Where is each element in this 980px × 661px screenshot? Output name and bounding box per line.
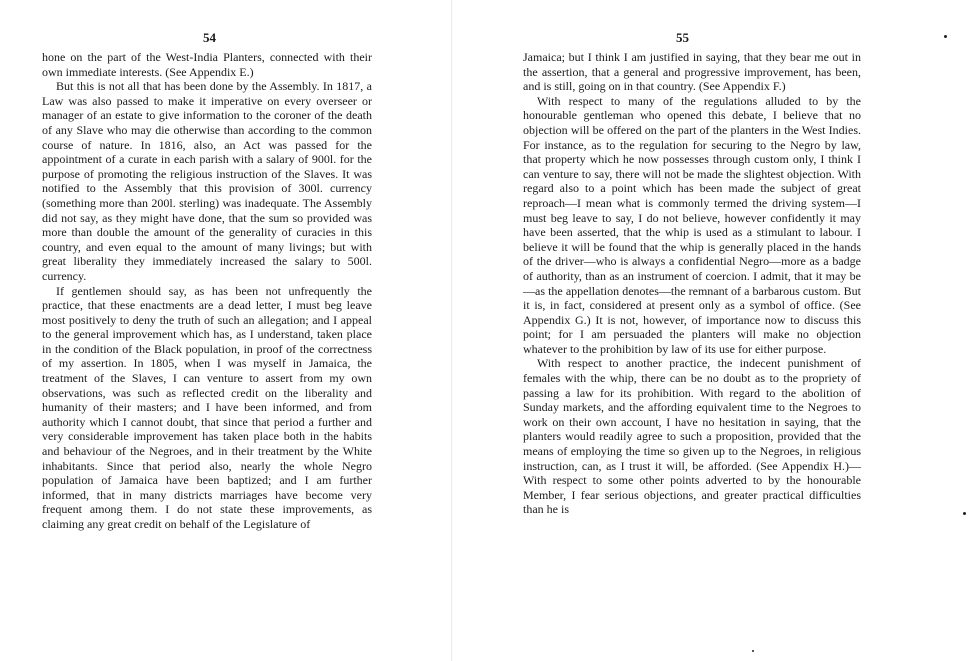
right-paragraph-1: Jamaica; but I think I am justified in saying, that they bear me out in the assertion, that a general and progressive improvement, has been, and is still, going on in that country. (See Appendix F.) [523,50,861,94]
right-page-text [523,50,861,517]
scan-speck [752,650,754,652]
book-gutter [451,0,453,661]
right-paragraph-3: With respect to another practice, the indecent punishment of females with the whip, there can be no doubt as to the propriety of passing a law for its prohibition. With regard to the abolition of Sunday markets, and the affording equivalent time to the Negroes to work on their own account, I have no hesitation in saying, that the planters would readily agree to such a proposition, provided that the means of employing the time so given up to the Negroes, in religious instruction, can, as I trust it will, be afforded. (See Appendix H.)—With respect to some other points adverted to by the honourable Member, I fear serious objections, and greater practical difficulties than he is [523,356,861,517]
right-page-number: 55 [676,30,689,45]
left-paragraph-3: If gentlemen should say, as has been not unfrequently the practice, that these enactments are a dead letter, I must beg leave most positively to deny the truth of such an allegation; and I appeal to the general improvement which has, as I understand, taken place in the condition of the Black population, in proof of the correctness of my assertion. In 1805, when I was myself in Jamaica, the treatment of the Slaves, I can venture to assert from my own observations, was such as reflected credit on the liberality and humanity of their masters; and I have been informed, and from authority which I cannot doubt, that since that period a further and very considerable improvement has taken place both in the habits and behaviour of the Negroes, and in their treatment by the White inhabitants. Since that period also, nearly the whole Negro population of Jamaica have been baptized; and I am further informed, that in many districts marriages have become very frequent among them. I do not state these improvements, as claiming any great credit on behalf of the Legislature of [42,283,372,531]
left-paragraph-1: hone on the part of the West-India Planters, connected with their own immediate interests. (See Appendix E.) [42,50,372,79]
left-paragraph-2: But this is not all that has been done by the Assembly. In 1817, a Law was also passed to make it imperative on every overseer or manager of an estate to give information to the coroner of the death of any Slave who may die otherwise than according to the common course of nature. In 1816, also, an Act was passed for the appointment of a curate in each parish with a salary of 900l. for the purpose of promoting the religious instruction of the Slaves. It was notified to the Assembly that this provision of 300l. currency (something more than 200l. sterling) was inadequate. The Assembly did not say, as they might have done, that the sum so provided was more than double the amount of the generality of curacies in this country, and even equal to the amount of many livings; but with great liberality they immediately increased the salary to 500l. currency. [42,79,372,283]
scan-speck [963,512,966,515]
right-paragraph-2: With respect to many of the regulations alluded to by the honourable gentleman who opened this debate, I believe that no objection will be offered on the part of the planters in the West Indies. For instance, as to the regulation for securing to the Negro by law, that property which he now possesses through custom only, I think I can venture to say, there will not be made the slightest objection. With regard also to a point which has been made the subject of great reproach—I mean what is commonly termed the driving system—I must beg leave to say, I do not believe, however confidently it may have been asserted, that the whip is used as a stimulant to labour. I believe it will be found that the whip is generally placed in the hands of the driver—who is always a confidential Negro—more as a badge of authority, than as an instrument of coercion. I admit, that it may be—as the appellation denotes—the remnant of a barbarous custom. But it is, in fact, considered at present only as a symbol of office. (See Appendix G.) It is not, however, of importance now to discuss this point; for I am persuaded the planters will make no objection whatever to the prohibition by law of its use for either purpose. [523,93,861,356]
left-page-number: 54 [203,30,216,45]
scan-speck [944,35,947,38]
left-page-text [42,50,372,532]
